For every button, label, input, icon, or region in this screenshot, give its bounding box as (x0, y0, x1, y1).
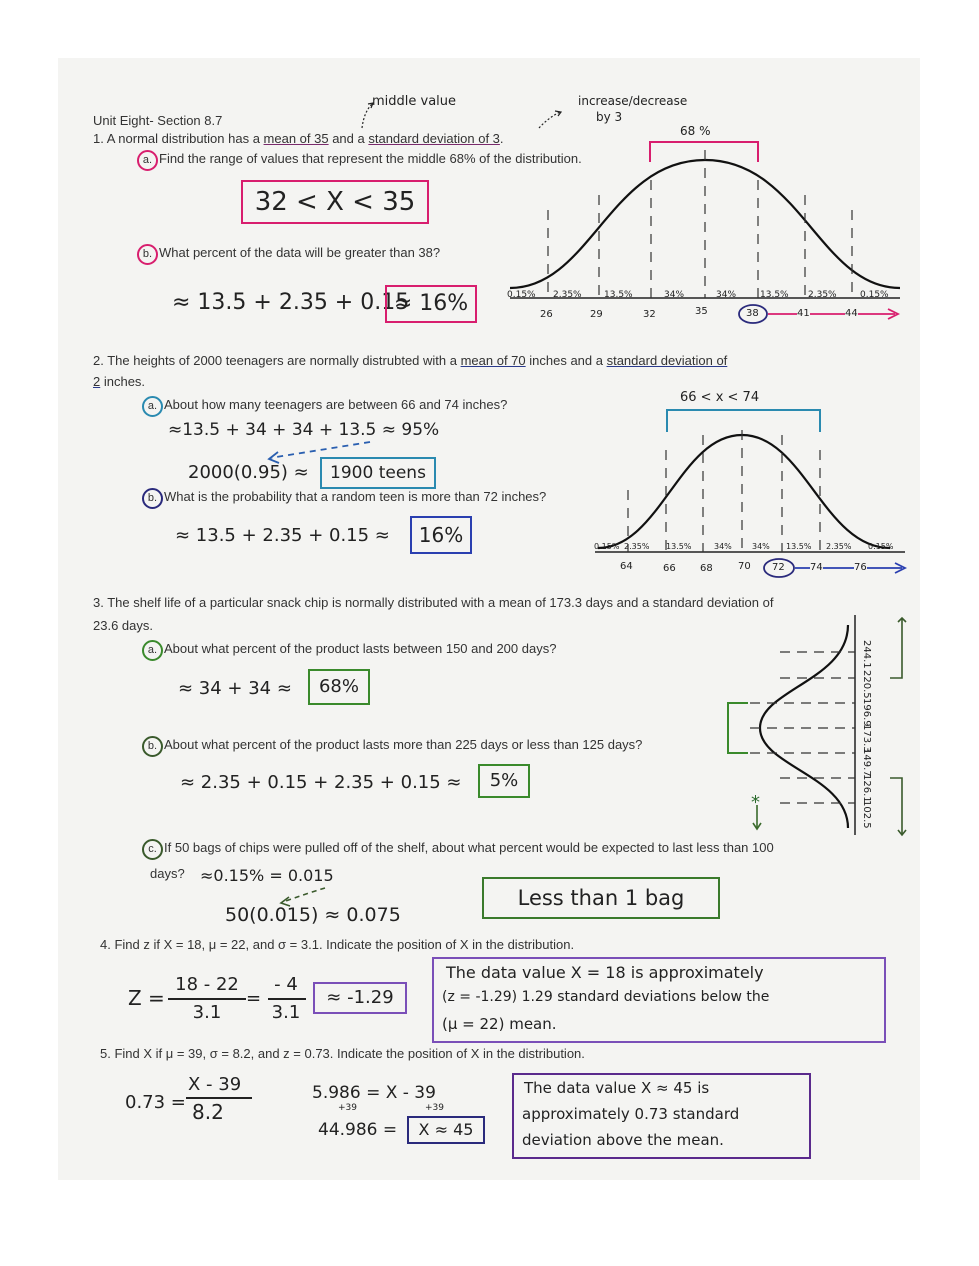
q2a-circle: a. (142, 396, 163, 417)
q2b-question: b. What is the probability that a random teen is more than 72 inches? (142, 488, 546, 509)
q5-denominator: 8.2 (192, 1100, 224, 1124)
q4-explanation-box (432, 957, 886, 1043)
q3-sideways-curve (720, 610, 920, 840)
q2b-circle: b. (142, 488, 163, 509)
q2-pct-4: 34% (714, 542, 732, 551)
q2b-answer: 16% (410, 516, 472, 554)
q1-sd: standard deviation of 3 (368, 131, 500, 146)
q3c-work1: ≈0.15% = 0.015 (200, 866, 334, 885)
worksheet-title: Unit Eight- Section 8.7 (93, 113, 223, 128)
q3-side-val-1: 244.1 (861, 640, 872, 669)
q2-bracket-label: 66 < x < 74 (680, 390, 760, 405)
note-increase-decrease: increase/decrease (578, 94, 688, 108)
q5-explanation-box (512, 1073, 811, 1159)
q5-explain-line1: The data value X ≈ 45 is (524, 1079, 710, 1097)
q5-explain-line3: deviation above the mean. (522, 1131, 724, 1149)
q4-z-label: Z = (128, 986, 165, 1010)
q1-pct-3: 13.5% (604, 290, 633, 300)
q2-sd: standard deviation of (606, 353, 728, 368)
q2-pct-5: 34% (752, 542, 770, 551)
q4-prompt: 4. Find z if X = 18, μ = 22, and σ = 3.1. Indicate the position of X in the distribution. (100, 937, 575, 952)
q1-val-2: 29 (590, 309, 603, 320)
q3c-days: days? (150, 866, 185, 881)
q3b-answer: 5% (478, 764, 530, 798)
q2-val-4: 70 (738, 561, 751, 572)
q1-val-1: 26 (540, 309, 553, 320)
q2-pct-6: 13.5% (786, 542, 812, 551)
q5-step1: 5.986 = X - 39 (312, 1083, 436, 1103)
q4-numerator2: - 4 (274, 974, 298, 995)
q5-fraction-bar (186, 1097, 252, 1099)
q5-explain-line2: approximately 0.73 standard (522, 1105, 740, 1123)
q1b-answer: ≈ 16% (385, 285, 477, 323)
q1-bracket-label: 68 % (680, 124, 711, 138)
q4-explain-line1: The data value X = 18 is approximately (446, 963, 764, 982)
q2-prompt-line2: 2 inches. (93, 374, 146, 389)
q3c-question: c. If 50 bags of chips were pulled off of the shelf, about what percent would be expected to last less than 100 (142, 839, 774, 860)
q3-prompt-line1: 3. The shelf life of a particular snack chip is normally distributed with a mean of 173.3 days and a standard deviation of (93, 595, 774, 610)
q3a-work: ≈ 34 + 34 ≈ (178, 678, 292, 699)
q4-answer: ≈ -1.29 (313, 982, 407, 1014)
q3b-circle: b. (142, 736, 163, 757)
q3-side-val-3: 196.9 (861, 698, 872, 727)
q2a-answer: 1900 teens (320, 457, 436, 489)
q3b-question: b. About what percent of the product lasts more than 225 days or less than 125 days? (142, 736, 642, 757)
q2-pct-3: 13.5% (666, 542, 692, 551)
q4-fraction-bar1 (168, 998, 246, 1000)
q3b-work: ≈ 2.35 + 0.15 + 2.35 + 0.15 ≈ (180, 772, 462, 793)
q4-equals: = (246, 988, 262, 1009)
q1a-answer: 32 < X < 35 (241, 180, 429, 224)
q2-pct-8: 0.15% (868, 542, 894, 551)
q1-pct-2: 2.35% (553, 290, 582, 300)
q3-star: * (751, 792, 760, 813)
q3a-question: a. About what percent of the product lasts between 150 and 200 days? (142, 640, 556, 661)
q1b-circle: b. (137, 244, 158, 265)
q4-numerator1: 18 - 22 (175, 974, 239, 995)
q2-val-3: 68 (700, 563, 713, 574)
q3-side-val-7: 102.5 (861, 800, 872, 829)
q5-numerator: X - 39 (188, 1074, 242, 1095)
q1-pct-5: 34% (716, 290, 737, 300)
q2a-question: a. About how many teenagers are between 66 and 74 inches? (142, 396, 507, 417)
q2-pct-2: 2.35% (624, 542, 650, 551)
q3-side-val-6: 126.1 (861, 774, 872, 803)
q2-bell-curve (590, 400, 910, 585)
q3a-answer: 68% (308, 669, 370, 705)
q1-pct-7: 2.35% (808, 290, 837, 300)
q5-step2: 44.986 = (318, 1120, 398, 1140)
q4-fraction-bar2 (268, 998, 306, 1000)
q1-bell-curve (500, 130, 910, 330)
q2-val-7: 76 (854, 562, 867, 573)
q3-side-val-2: 220.5 (861, 670, 872, 699)
q1-val-6: 41 (797, 308, 810, 319)
q3-side-val-5: 149.7 (861, 748, 872, 777)
q2-mean: mean of 70 (460, 353, 526, 368)
q5-prompt: 5. Find X if μ = 39, σ = 8.2, and z = 0.73. Indicate the position of X in the distribution. (100, 1046, 585, 1061)
q1-pct-4: 34% (664, 290, 685, 300)
q3c-circle: c. (142, 839, 163, 860)
q1-pct-6: 13.5% (760, 290, 789, 300)
q1-pct-8: 0.15% (860, 290, 889, 300)
q1a-question: a. Find the range of values that represent the middle 68% of the distribution. (137, 150, 582, 171)
q1-mean: mean of 35 (263, 131, 329, 146)
q1b-work: ≈ 13.5 + 2.35 + 0.15 (172, 290, 410, 315)
q2-prompt-line1: 2. The heights of 2000 teenagers are normally distrubted with a mean of 70 inches and a standard deviation of (93, 353, 728, 368)
q2a-work2: 2000(0.95) ≈ (188, 462, 309, 483)
q2-pct-1: 0.15% (594, 542, 620, 551)
q3-side-val-4: 173.3 (861, 724, 872, 753)
q1a-circle: a. (137, 150, 158, 171)
q2-val-5: 72 (772, 562, 785, 573)
q3-prompt-line2: 23.6 days. (93, 618, 153, 633)
q1-val-3: 32 (643, 309, 656, 320)
q5-lhs: 0.73 = (125, 1092, 186, 1113)
q4-denominator1: 3.1 (192, 1002, 222, 1023)
q4-explain-line3: (μ = 22) mean. (442, 1015, 557, 1033)
note-middle-value: middle value (372, 94, 457, 109)
q5-answer: X ≈ 45 (407, 1116, 485, 1144)
q3c-answer: Less than 1 bag (482, 877, 720, 919)
q3a-circle: a. (142, 640, 163, 661)
q2a-work1: ≈13.5 + 34 + 34 + 13.5 ≈ 95% (168, 420, 440, 440)
q5-plus2: +39 (425, 1103, 444, 1113)
q1-pct-1: 0.15% (507, 290, 536, 300)
q3c-work2: 50(0.015) ≈ 0.075 (225, 904, 401, 926)
q5-plus1: +39 (338, 1103, 357, 1113)
q4-explain-line2: (z = -1.29) 1.29 standard deviations below the (442, 989, 770, 1005)
q4-denominator2: 3.1 (271, 1002, 301, 1023)
q2-pct-7: 2.35% (826, 542, 852, 551)
q2-val-2: 66 (663, 563, 676, 574)
q1-val-4: 35 (695, 306, 708, 317)
note-by-3: by 3 (596, 110, 623, 124)
q1-prompt: 1. A normal distribution has a mean of 35 and a standard deviation of 3. (93, 131, 504, 146)
q2-val-6: 74 (810, 562, 823, 573)
q1-val-5: 38 (746, 308, 759, 319)
q1-val-7: 44 (845, 308, 858, 319)
q2b-work: ≈ 13.5 + 2.35 + 0.15 ≈ (175, 525, 390, 546)
q1b-question: b. What percent of the data will be greater than 38? (137, 244, 440, 265)
q2-val-1: 64 (620, 561, 633, 572)
